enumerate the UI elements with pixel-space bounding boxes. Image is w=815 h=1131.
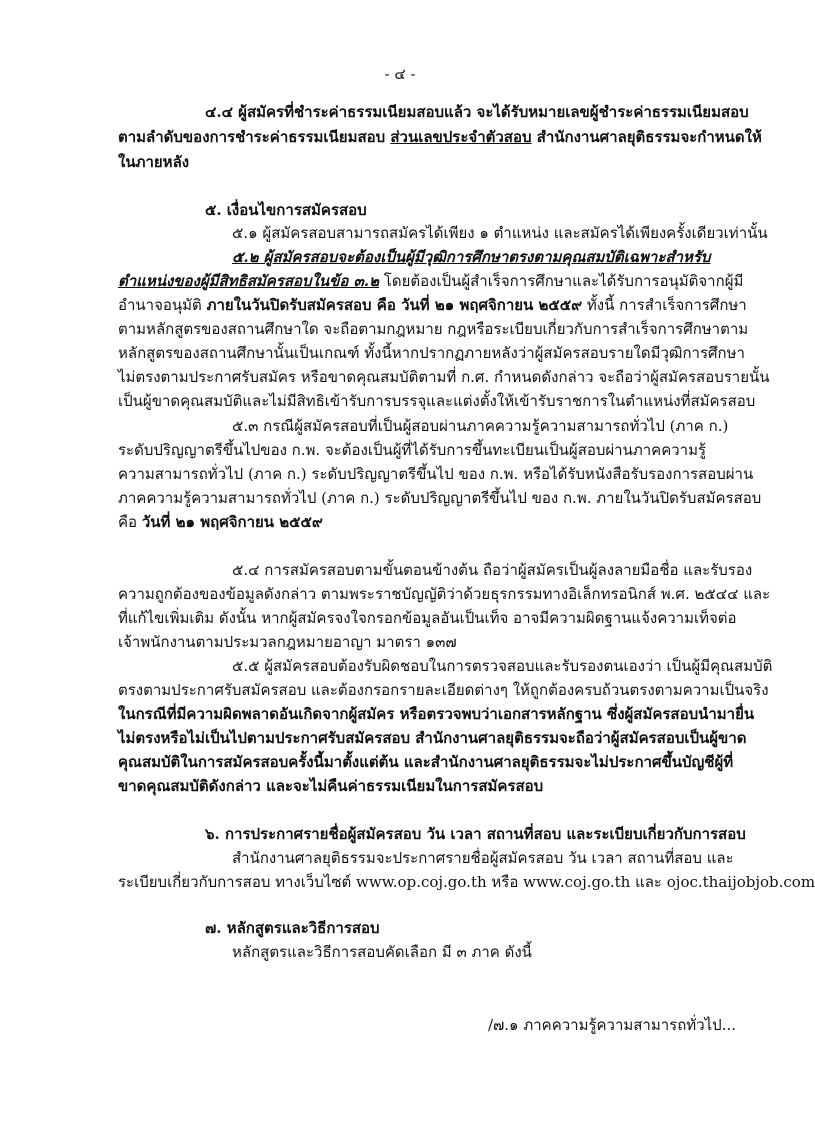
section-5-2-emphasis-1: ๕.๒ ผู้สมัครสอบจะต้องเป็นผู้มีวุฒิการศึกษาตรงตามคุณสมบัติเฉพาะสำหรับ	[232, 248, 711, 266]
section-5-4-line-2: ความถูกต้องของข้อมูลดังกล่าว ตามพระราชบัญญัติว่าด้วยธุรกรรมทางอิเล็กทรอนิกส์ พ.ศ. ๒๕๔๔ และ	[118, 585, 771, 603]
section-5-2-deadline: ภายในวันปิดรับสมัครสอบ คือ วันที่ ๒๑ พฤศจิกายน ๒๕๕๙	[206, 296, 583, 314]
section-4-4-line-2	[118, 125, 762, 149]
section-5-2-line-3	[118, 293, 747, 317]
section-5-3-line-2: ระดับปริญญาตรีขึ้นไปของ ก.พ. จะต้องเป็นผู้ที่ได้รับการขึ้นทะเบียนเป็นผู้สอบผ่านภาคความรู้	[118, 441, 707, 459]
section-5-heading: ๕. เงื่อนไขการสมัครสอบ	[205, 201, 367, 219]
section-6-line-2: ระเบียบเกี่ยวกับการสอบ ทางเว็บไซต์ www.op.coj.go.th หรือ www.coj.go.th และ ojoc.thaijobjob.com	[118, 873, 815, 891]
section-7-line-1: หลักสูตรและวิธีการสอบคัดเลือก มี ๓ ภาค ดังนี้	[232, 943, 532, 961]
section-6-heading: ๖. การประกาศรายชื่อผู้สมัครสอบ วัน เวลา สถานที่สอบ และระเบียบเกี่ยวกับการสอบ	[205, 825, 746, 843]
section-5-5-line-1: ๕.๕ ผู้สมัครสอบต้องรับผิดชอบในการตรวจสอบและรับรองตนเองว่า เป็นผู้มีคุณสมบัติ	[232, 657, 773, 675]
section-5-3-text-5a: คือ	[118, 513, 142, 531]
section-4-4-underlined: ส่วนเลขประจำตัวสอบ	[390, 128, 532, 146]
section-5-4-line-1: ๕.๔ การสมัครสอบตามขั้นตอนข้างต้น ถือว่าผู้สมัครเป็นผู้ลงลายมือชื่อ และรับรอง	[232, 561, 753, 579]
section-5-4-line-4: เจ้าพนักงานตามประมวลกฎหมายอาญา มาตรา ๑๓๗	[118, 633, 457, 651]
section-5-2-emphasis-2: ตำแหน่งของผู้มีสิทธิสมัครสอบในข้อ ๓.๒	[118, 272, 380, 290]
section-5-3-deadline: วันที่ ๒๑ พฤศจิกายน ๒๕๕๙	[141, 513, 323, 531]
section-5-5-line-5: คุณสมบัติในการสมัครสอบครั้งนี้มาตั้งแต่ต้น และสำนักงานศาลยุติธรรมจะไม่ประกาศขึ้นบัญชีผู้ที่	[118, 753, 734, 771]
section-5-3-line-1: ๕.๓ กรณีผู้สมัครสอบที่เป็นผู้สอบผ่านภาคความรู้ความสามารถทั่วไป (ภาค ก.)	[232, 417, 729, 435]
section-5-3-line-3: ความสามารถทั่วไป (ภาค ก.) ระดับปริญญาตรีขึ้นไป ของ ก.พ. หรือได้รับหนังสือรับรองการสอบผ่าน	[118, 465, 754, 483]
section-5-1: ๕.๑ ผู้สมัครสอบสามารถสมัครได้เพียง ๑ ตำแหน่ง และสมัครได้เพียงครั้งเดียวเท่านั้น	[232, 224, 768, 242]
section-4-4-line-1: ๔.๔ ผู้สมัครที่ชำระค่าธรรมเนียมสอบแล้ว จะได้รับหมายเลขผู้ชำระค่าธรรมเนียมสอบ	[205, 103, 749, 121]
section-5-2-line-7: เป็นผู้ขาดคุณสมบัติและไม่มีสิทธิเข้ารับการบรรจุและแต่งตั้งให้เข้ารับราชการในตำแหน่งที่สมัครสอบ	[118, 392, 756, 410]
section-4-4-text-a: ตามลำดับของการชำระค่าธรรมเนียมสอบ	[118, 128, 391, 146]
section-5-2-line-2	[118, 269, 744, 293]
section-7-heading: ๗. หลักสูตรและวิธีการสอบ	[205, 919, 380, 937]
section-5-4-line-3: ที่แก้ไขเพิ่มเติม ดังนั้น หากผู้สมัครจงใจกรอกข้อมูลอันเป็นเท็จ อาจมีความผิดฐานแจ้งความเท็จต่อ	[118, 609, 737, 627]
section-4-4-line-3: ในภายหลัง	[118, 153, 190, 171]
section-6-line-1: สำนักงานศาลยุติธรรมจะประกาศรายชื่อผู้สมัครสอบ วัน เวลา สถานที่สอบ และ	[232, 849, 734, 867]
section-5-2-line-6: ไม่ตรงตามประกาศรับสมัคร หรือขาดคุณสมบัติตามที่ ก.ศ. กำหนดดังกล่าว จะถือว่าผู้สมัครสอบรายนั้น	[118, 368, 770, 386]
section-5-2-text: โดยต้องเป็นผู้สำเร็จการศึกษาและได้รับการอนุมัติจากผู้มี	[379, 272, 744, 290]
section-5-2-line-5: หลักสูตรของสถานศึกษานั้นเป็นเกณฑ์ ทั้งนี้หากปรากฏภายหลังว่าผู้สมัครสอบรายใดมีวุฒิการศึกษา	[118, 344, 745, 362]
section-5-5-line-6: ขาดคุณสมบัติดังกล่าว และจะไม่คืนค่าธรรมเนียมในการสมัครสอบ	[118, 777, 544, 795]
section-5-2-line-1	[232, 245, 738, 269]
section-5-2-line-4: ตามหลักสูตรของสถานศึกษาใด จะถือตามกฎหมาย กฎหรือระเบียบเกี่ยวกับการสำเร็จการศึกษาตาม	[118, 320, 749, 338]
section-5-2-text-3a: อำนาจอนุมัติ	[118, 296, 207, 314]
page-number: - ๔ -	[384, 65, 416, 83]
section-5-5-line-3: ในกรณีที่มีความผิดพลาดอันเกิดจากผู้สมัคร หรือตรวจพบว่าเอกสารหลักฐาน ซึ่งผู้สมัครสอบนำมายื่น	[118, 705, 755, 723]
section-5-2-text-3c: ทั้งนี้ การสำเร็จการศึกษา	[582, 296, 747, 314]
section-5-5-line-4: ไม่ตรงหรือไม่เป็นไปตามประกาศรับสมัครสอบ สำนักงานศาลยุติธรรมจะถือว่าผู้สมัครสอบเป็นผู้ขาด	[118, 729, 747, 747]
section-4-4-text-c: สำนักงานศาลยุติธรรมจะกำหนดให้	[531, 128, 762, 146]
section-5-3-line-5	[118, 510, 738, 534]
section-5-3-line-4: ภาคความรู้ความสามารถทั่วไป (ภาค ก.) ระดับปริญญาตรีขึ้นไป ของ ก.พ. ภายในวันปิดรับสมัครสอบ	[118, 489, 762, 507]
continuation-note: /๗.๑ ภาคความรู้ความสามารถทั่วไป...	[487, 1016, 736, 1034]
section-5-5-line-2: ตรงตามประกาศรับสมัครสอบ และต้องกรอกรายละเอียดต่างๆ ให้ถูกต้องครบถ้วนตรงตามความเป็นจริง	[118, 681, 769, 699]
